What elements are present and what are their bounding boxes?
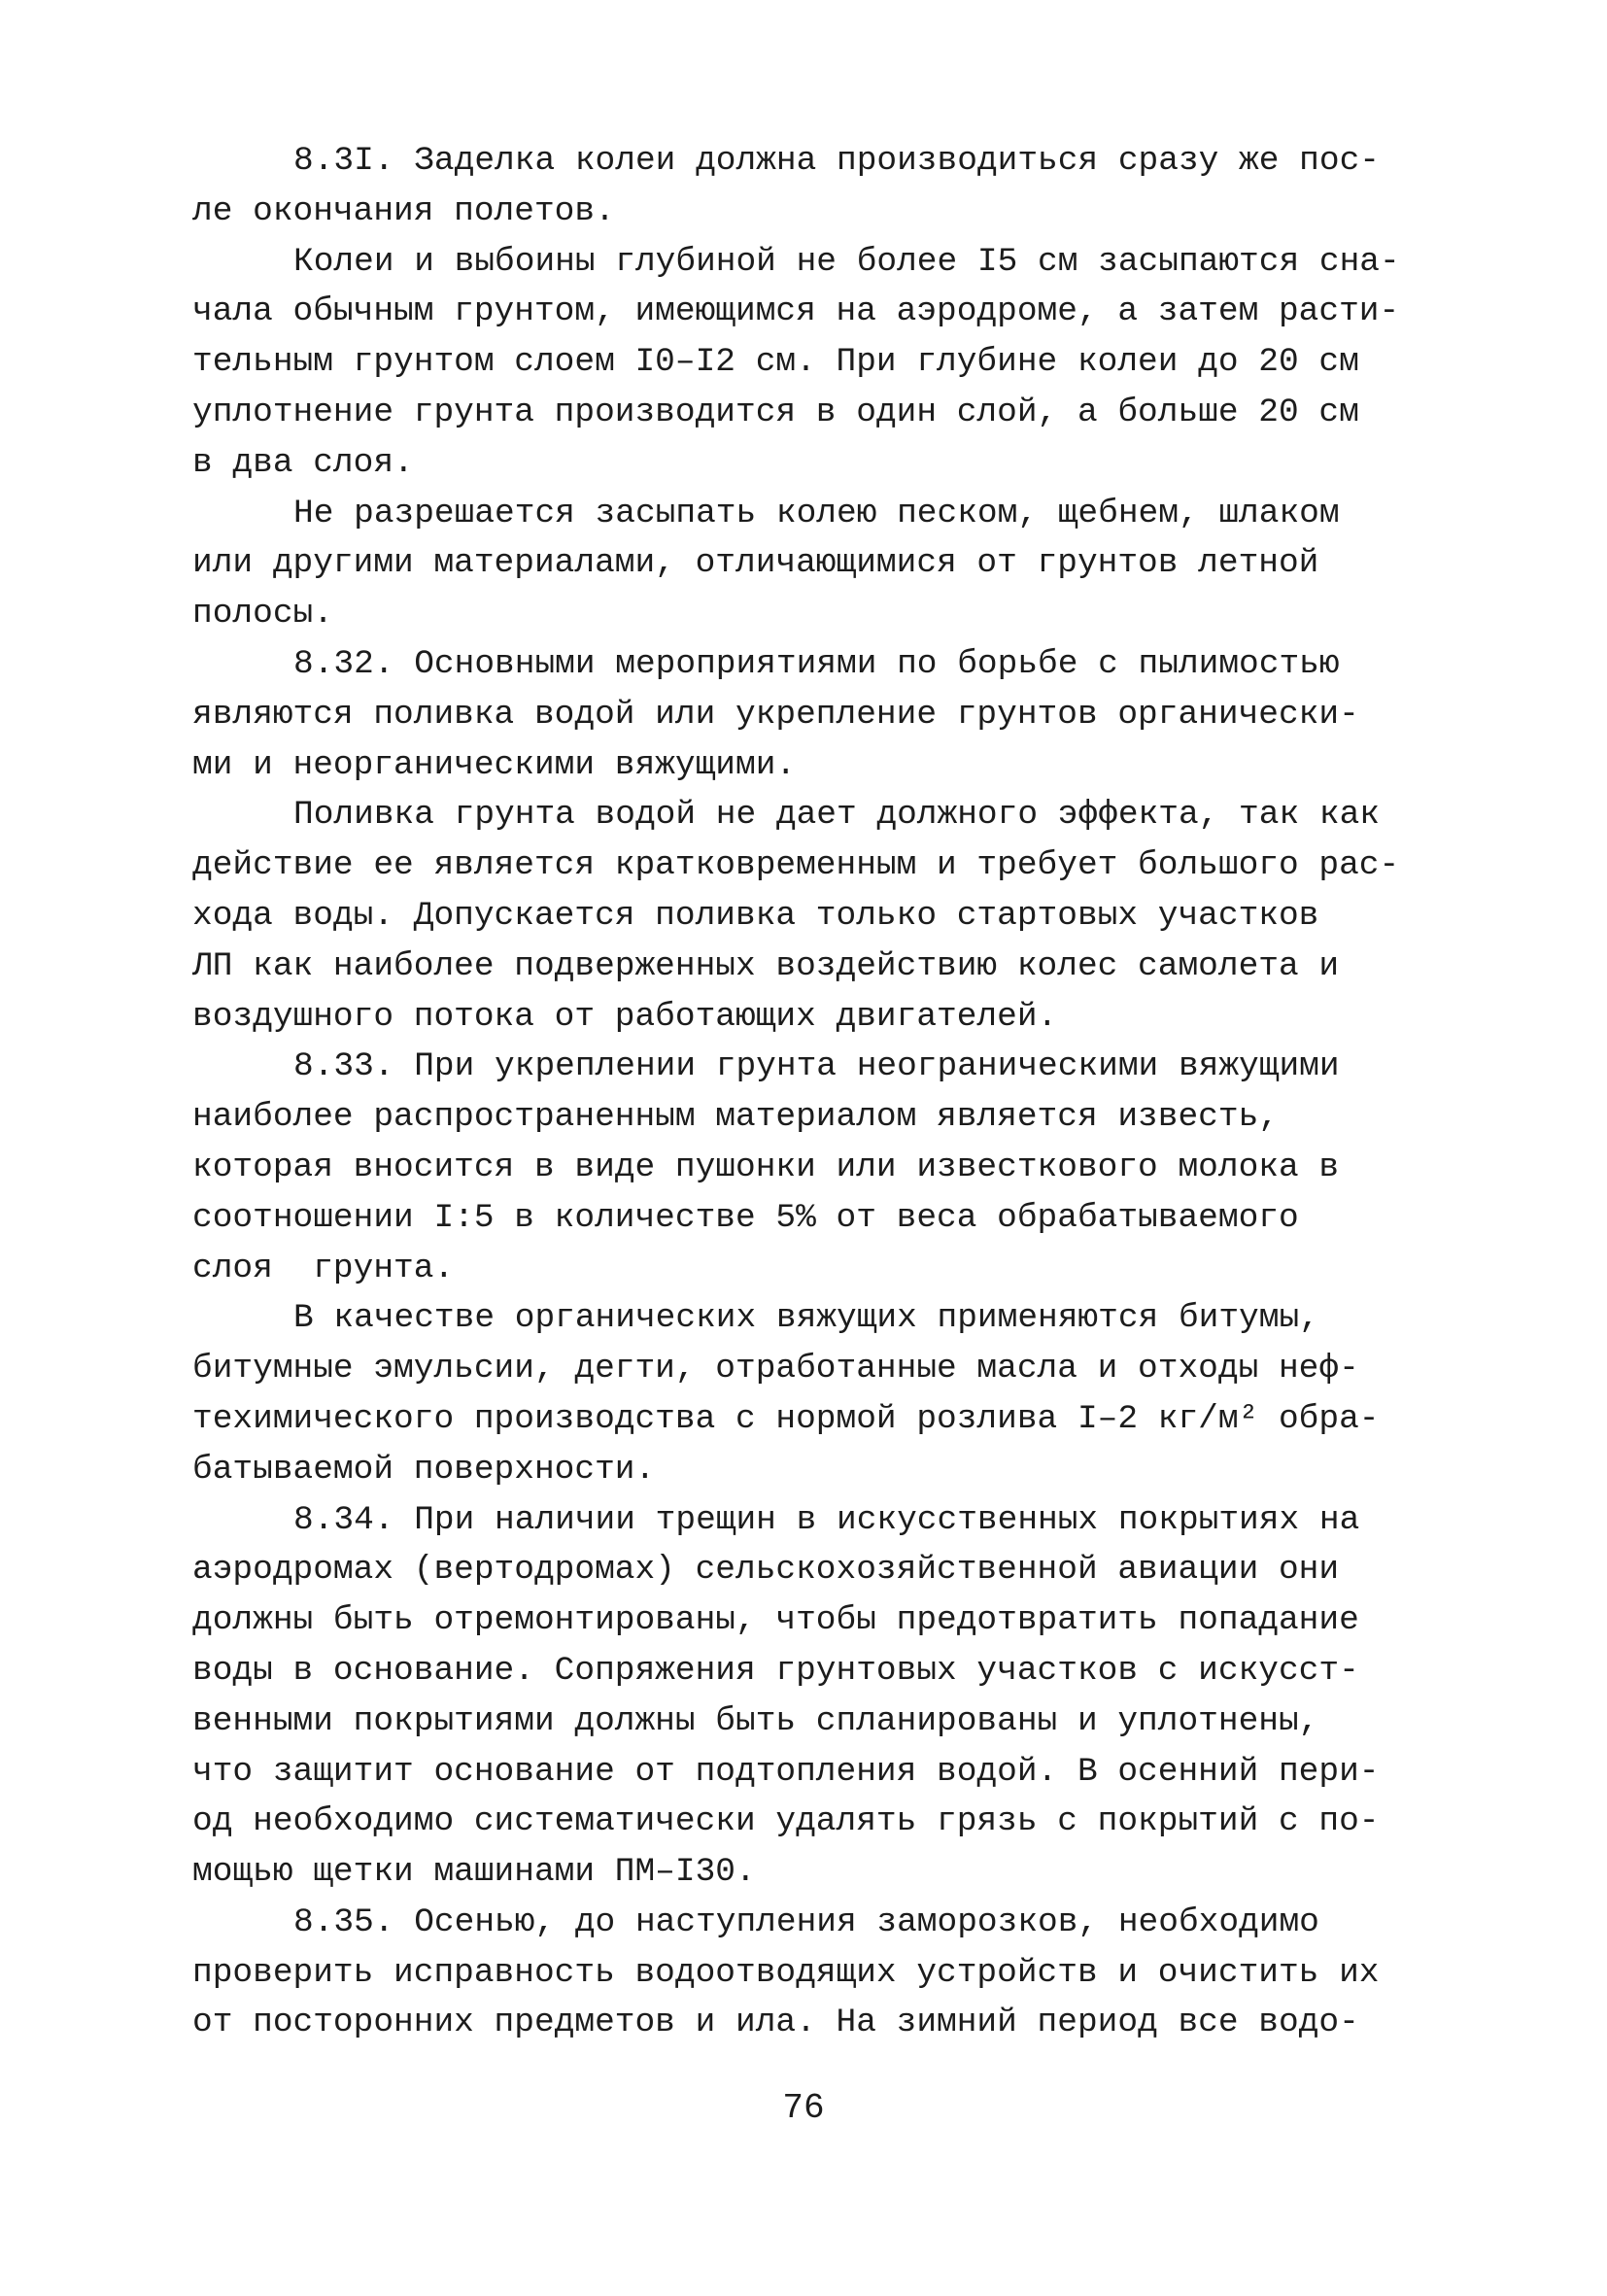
- text-line: или другими материалами, отличающимися от грунтов летной: [192, 544, 1319, 583]
- text-line: ми и неорганическими вяжущими.: [192, 745, 797, 784]
- text-line: воды в основание. Сопряжения грунтовых участков с искусст-: [192, 1651, 1359, 1690]
- paragraph-8-32-watering: [192, 790, 1426, 1042]
- paragraph-8-32: [192, 639, 1426, 790]
- text-line: битумные эмульсии, дегти, отработанные масла и отходы неф-: [192, 1350, 1359, 1388]
- text-line: уплотнение грунта производится в один слой, а больше 20 см: [192, 393, 1359, 431]
- text-line: венными покрытиями должны быть спланированы и уплотнены,: [192, 1701, 1319, 1740]
- text-line: 8.35. Осенью, до наступления заморозков, необходимо: [293, 1902, 1319, 1941]
- text-line: Колеи и выбоины глубиной не более I5 см засыпаются сна-: [293, 242, 1400, 281]
- text-line: в два слоя.: [192, 443, 414, 482]
- text-line: тельным грунтом слоем I0–I2 см. При глубине колеи до 20 см: [192, 343, 1359, 382]
- text-line: воздушного потока от работающих двигателей.: [192, 997, 1058, 1036]
- text-line: 8.34. При наличии трещин в искусственных покрытиях на: [293, 1500, 1360, 1539]
- text-line: что защитит основание от подтопления водой. В осенний пери-: [192, 1752, 1380, 1791]
- text-line: хода воды. Допускается поливка только стартовых участков: [192, 896, 1319, 935]
- text-line: действие ее является кратковременным и требует большого рас-: [192, 846, 1400, 885]
- text-line: мощью щетки машинами ПМ–I30.: [192, 1853, 756, 1892]
- text-line: полосы.: [192, 595, 333, 634]
- page-body-text: [192, 136, 1426, 2048]
- text-line: которая вносится в виде пушонки или известкового молока в: [192, 1148, 1340, 1186]
- page-number: 76: [782, 2088, 825, 2128]
- paragraph-8-34: [192, 1495, 1426, 1898]
- text-line: соотношении I:5 в количестве 5% от веса обрабатываемого: [192, 1198, 1299, 1237]
- text-line: Поливка грунта водой не дает должного эффекта, так как: [293, 796, 1380, 835]
- text-line: В качестве органических вяжущих применяются битумы,: [293, 1299, 1319, 1338]
- text-line: от посторонних предметов и ила. На зимний период все водо-: [192, 2004, 1359, 2042]
- paragraph-8-35: [192, 1898, 1426, 2048]
- text-line: являются поливка водой или укрепление грунтов органически-: [192, 695, 1359, 734]
- text-line: ле окончания полетов.: [192, 191, 615, 230]
- text-line: 8.32. Основными мероприятиями по борьбе с пылимостью: [293, 644, 1340, 683]
- text-line: ЛП как наиболее подверженных воздействию колес самолета и: [192, 946, 1340, 985]
- text-line: техимического производства с нормой розлива I–2 кг/м² обра-: [192, 1399, 1380, 1438]
- text-line: 8.3I. Заделка колеи должна производиться сразу же пос-: [293, 142, 1380, 180]
- text-line: од необходимо систематически удалять грязь с покрытий с по-: [192, 1802, 1380, 1841]
- text-line: проверить исправность водоотводящих устройств и очистить их: [192, 1953, 1380, 1992]
- text-line: чала обычным грунтом, имеющимся на аэродроме, а затем расти-: [192, 292, 1400, 331]
- paragraph-8-33-organic: [192, 1293, 1426, 1494]
- text-line: батываемой поверхности.: [192, 1450, 656, 1489]
- text-line: наиболее распространенным материалом является известь,: [192, 1098, 1279, 1137]
- paragraph-8-33: [192, 1042, 1426, 1293]
- text-line: слоя грунта.: [192, 1249, 455, 1287]
- paragraph-8-31: [192, 136, 1426, 237]
- text-line: 8.33. При укреплении грунта неограническими вяжущими: [293, 1047, 1340, 1086]
- paragraph-8-31-ruts: [192, 237, 1426, 489]
- text-line: должны быть отремонтированы, чтобы предотвратить попадание: [192, 1601, 1359, 1640]
- text-line: Не разрешается засыпать колею песком, щебнем, шлаком: [293, 494, 1340, 532]
- paragraph-8-31-forbidden: [192, 489, 1426, 639]
- text-line: аэродромах (вертодромах) сельскохозяйственной авиации они: [192, 1551, 1340, 1590]
